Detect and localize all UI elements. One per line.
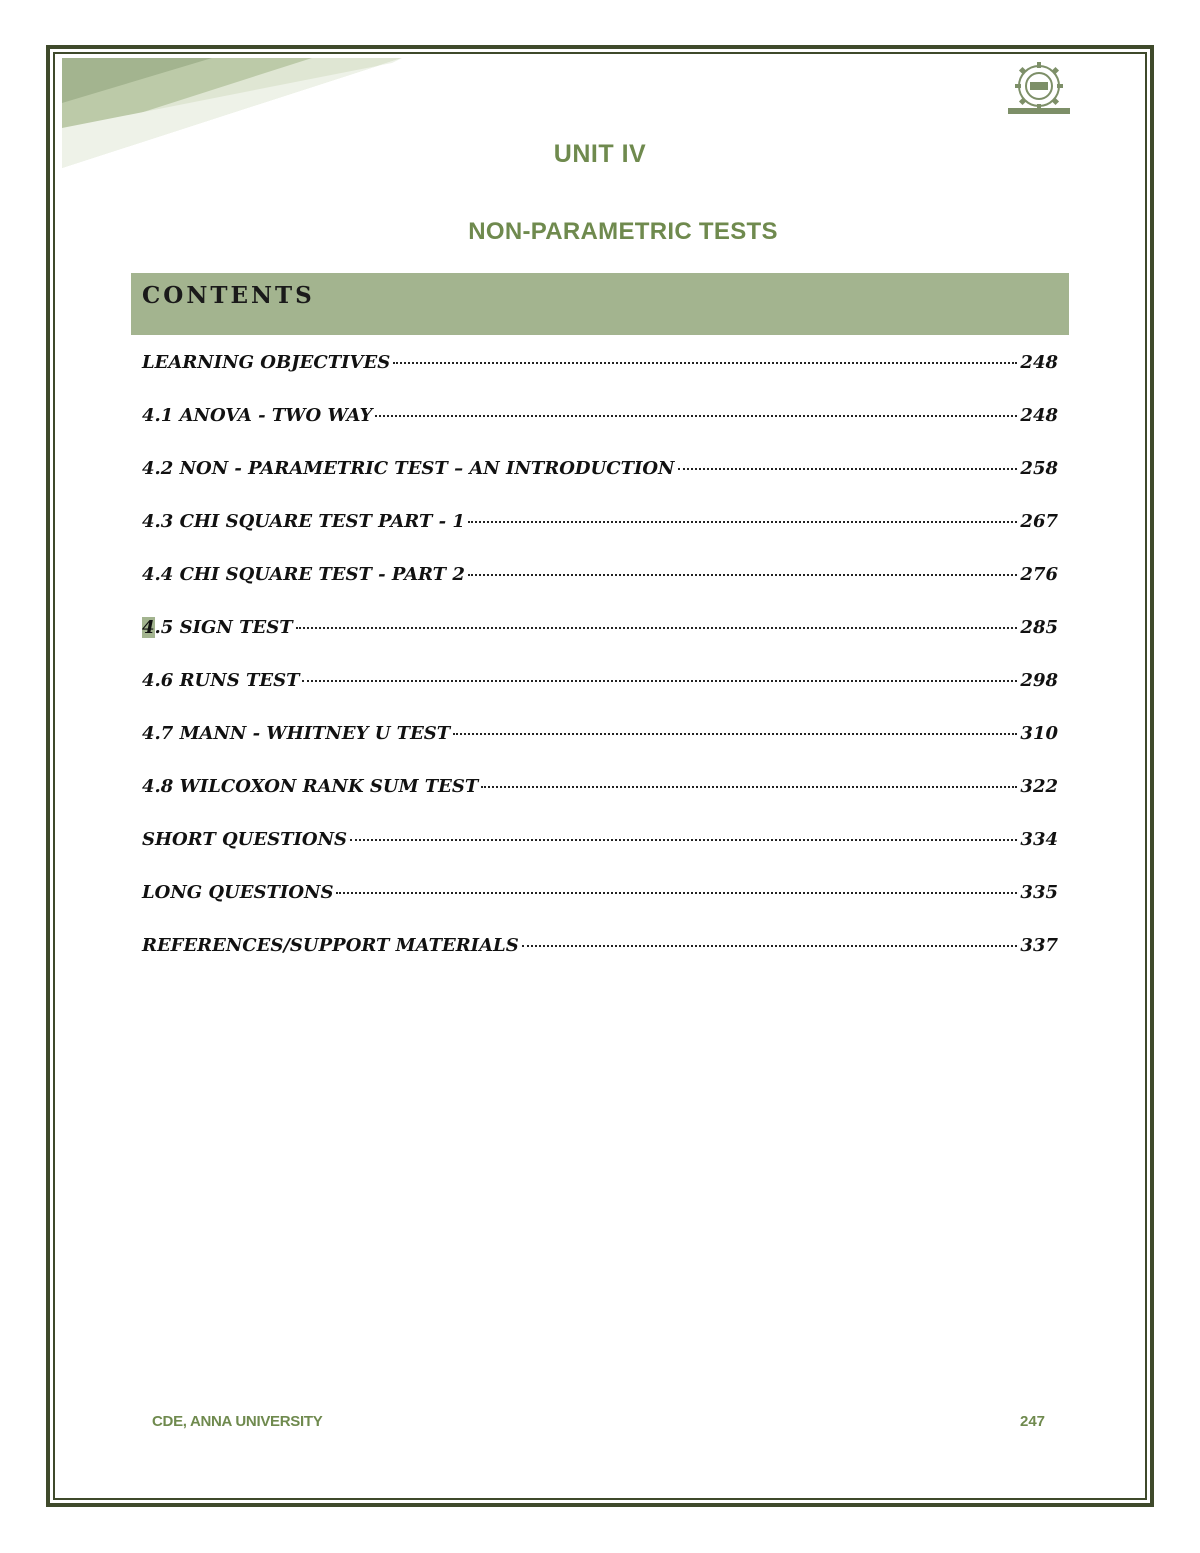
toc-entry-title: LEARNING OBJECTIVES (142, 352, 391, 373)
toc-dot-leader (375, 415, 1017, 417)
contents-label: CONTENTS (142, 282, 315, 309)
toc-entry-page: 267 (1020, 511, 1058, 532)
toc-entry[interactable] (142, 829, 1058, 882)
toc-entry-title: LONG QUESTIONS (142, 882, 334, 903)
toc-entry[interactable] (142, 617, 1058, 670)
toc-entry-page: 276 (1020, 564, 1058, 585)
toc-dot-leader (468, 521, 1018, 523)
toc-dot-leader (453, 733, 1017, 735)
text-cursor-highlight: 4 (142, 617, 155, 638)
unit-title (0, 140, 1200, 169)
footer-page-number: 247 (1020, 1413, 1046, 1430)
toc-dot-leader (302, 680, 1017, 682)
toc-entry-title: REFERENCES/SUPPORT MATERIALS (142, 935, 519, 956)
unit-title-text: UNIT IV (553, 140, 647, 168)
toc-entry-title: 4.1 ANOVA - TWO WAY (142, 405, 373, 426)
unit-subtitle-wrapper (0, 218, 1200, 246)
toc-entry[interactable] (142, 935, 1058, 988)
toc-entry-page: 248 (1020, 352, 1058, 373)
toc-entry-title (142, 617, 293, 638)
toc-entry-title: SHORT QUESTIONS (142, 829, 348, 850)
toc-entry-page: 337 (1020, 935, 1058, 956)
toc-entry[interactable] (142, 670, 1058, 723)
toc-entry-page: 258 (1020, 458, 1058, 479)
toc-entry[interactable] (142, 564, 1058, 617)
toc-entry[interactable] (142, 458, 1058, 511)
toc-entry-title: 4.6 RUNS TEST (142, 670, 300, 691)
toc-entry-page: 322 (1020, 776, 1058, 797)
toc-dot-leader (481, 786, 1017, 788)
toc-entry-page: 310 (1020, 723, 1058, 744)
toc-dot-leader (336, 892, 1017, 894)
toc-dot-leader (350, 839, 1017, 841)
toc-entry-title-rest: .5 SIGN TEST (154, 617, 293, 638)
toc-dot-leader (468, 574, 1018, 576)
toc-entry-title: 4.4 CHI SQUARE TEST - PART 2 (142, 564, 465, 585)
toc-entry[interactable] (142, 723, 1058, 776)
toc-entry-page: 334 (1020, 829, 1058, 850)
toc-entry[interactable] (142, 511, 1058, 564)
toc-dot-leader (296, 627, 1018, 629)
unit-subtitle: NON-PARAMETRIC TESTS (468, 218, 778, 245)
footer-institution: CDE, ANNA UNIVERSITY (152, 1413, 323, 1430)
toc-entry-page: 285 (1020, 617, 1058, 638)
table-of-contents (142, 352, 1058, 988)
toc-entry[interactable] (142, 882, 1058, 935)
university-emblem-icon (1004, 60, 1074, 116)
toc-entry-page: 335 (1020, 882, 1058, 903)
toc-dot-leader (522, 945, 1018, 947)
toc-entry-title: 4.2 NON - PARAMETRIC TEST – AN INTRODUCTION (142, 458, 675, 479)
toc-entry-title: 4.7 MANN - WHITNEY U TEST (142, 723, 451, 744)
toc-entry[interactable] (142, 405, 1058, 458)
toc-entry-page: 248 (1020, 405, 1058, 426)
toc-entry-title: 4.3 CHI SQUARE TEST PART - 1 (142, 511, 465, 532)
toc-dot-leader (393, 362, 1017, 364)
toc-entry-title: 4.8 WILCOXON RANK SUM TEST (142, 776, 479, 797)
toc-entry[interactable] (142, 352, 1058, 405)
toc-entry-page: 298 (1020, 670, 1058, 691)
toc-entry[interactable] (142, 776, 1058, 829)
toc-dot-leader (678, 468, 1018, 470)
